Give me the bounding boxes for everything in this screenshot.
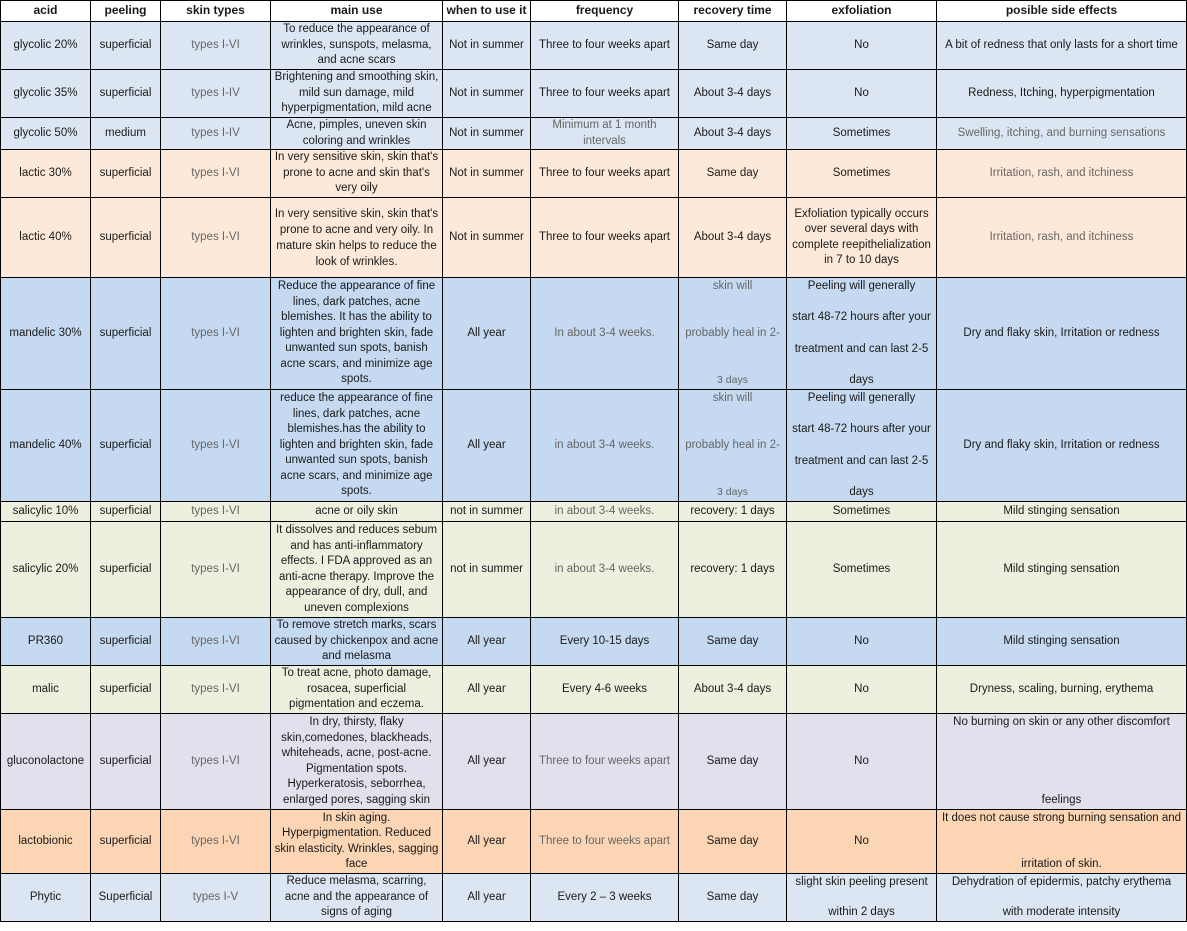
when-cell[interactable]: not in summer: [443, 502, 531, 522]
acid-cell[interactable]: salicylic 10%: [1, 502, 91, 522]
when-cell[interactable]: Not in summer: [443, 118, 531, 150]
main-use-cell[interactable]: Brightening and smoothing skin, mild sun damage, mild hyperpigmentation, mild acne: [271, 70, 443, 118]
peeling-cell[interactable]: superficial: [91, 714, 161, 810]
exfoliation-line: treatment and can last 2-5: [794, 454, 929, 467]
recovery-cell[interactable]: Same day: [679, 150, 787, 198]
acid-cell[interactable]: glycolic 20%: [1, 22, 91, 70]
table-row: [1, 618, 1187, 666]
when-cell[interactable]: not in summer: [443, 522, 531, 618]
acid-cell[interactable]: PR360: [1, 618, 91, 666]
main-use-cell[interactable]: To reduce the appearance of wrinkles, sunspots, melasma, and acne scars: [271, 22, 443, 70]
exfoliation-cell[interactable]: No: [787, 70, 937, 118]
table-row: [1, 278, 1187, 390]
table-row: [1, 70, 1187, 118]
when-cell[interactable]: Not in summer: [443, 22, 531, 70]
header-skin-types[interactable]: skin types: [161, 1, 271, 22]
main-use-cell[interactable]: In dry, thirsty, flaky skin,comedones, blackheads, whiteheads, acne, post-acne. Pigmentation spots. Hyperkeratosis, seborrhea, enlarged pores, sagging skin: [271, 714, 443, 810]
exfoliation-cell[interactable]: [787, 278, 937, 390]
recovery-line: probably heal in 2-: [685, 438, 780, 451]
recovery-cell[interactable]: Same day: [679, 810, 787, 874]
acid-cell[interactable]: gluconolactone: [1, 714, 91, 810]
table-row: [1, 198, 1187, 278]
table-row: [1, 666, 1187, 714]
frequency-cell[interactable]: Three to four weeks apart: [531, 810, 679, 874]
acid-cell[interactable]: mandelic 30%: [1, 278, 91, 390]
side-effects-line: with moderate intensity: [1002, 906, 1121, 918]
recovery-line: skin will: [712, 391, 753, 404]
peeling-cell[interactable]: superficial: [91, 810, 161, 874]
table-row: [1, 502, 1187, 522]
recovery-cell[interactable]: About 3-4 days: [679, 70, 787, 118]
exfoliation-cell[interactable]: Sometimes: [787, 150, 937, 198]
frequency-cell[interactable]: Minimum at 1 month intervals: [531, 118, 679, 150]
peeling-cell[interactable]: superficial: [91, 618, 161, 666]
frequency-cell[interactable]: Every 10-15 days: [531, 618, 679, 666]
header-side-effects[interactable]: posible side effects: [937, 1, 1187, 22]
table-row: [1, 874, 1187, 922]
exfoliation-cell[interactable]: No: [787, 22, 937, 70]
header-when-to-use[interactable]: when to use it: [443, 1, 531, 22]
skin-types-cell[interactable]: types I-IV: [161, 70, 271, 118]
recovery-cell[interactable]: [679, 278, 787, 390]
header-recovery-time[interactable]: recovery time: [679, 1, 787, 22]
recovery-cell[interactable]: Same day: [679, 618, 787, 666]
side-effects-cell[interactable]: [937, 874, 1187, 922]
header-exfoliation[interactable]: exfoliation: [787, 1, 937, 22]
when-cell[interactable]: All year: [443, 810, 531, 874]
exfoliation-line: days: [849, 486, 874, 498]
when-cell[interactable]: All year: [443, 666, 531, 714]
header-frequency[interactable]: frequency: [531, 1, 679, 22]
acid-cell[interactable]: glycolic 35%: [1, 70, 91, 118]
when-cell[interactable]: All year: [443, 278, 531, 390]
exfoliation-line: days: [849, 374, 874, 386]
main-use-cell[interactable]: In very sensitive skin, skin that's prone to acne and very oily. In mature skin helps to reduce the look of wrinkles.: [271, 198, 443, 278]
skin-types-cell[interactable]: types I-VI: [161, 618, 271, 666]
peeling-cell[interactable]: superficial: [91, 70, 161, 118]
main-use-cell[interactable]: In skin aging. Hyperpigmentation. Reduced skin elasticity. Wrinkles, sagging face: [271, 810, 443, 874]
peeling-cell[interactable]: superficial: [91, 390, 161, 502]
side-effects-cell[interactable]: Mild stinging sensation: [937, 522, 1187, 618]
frequency-cell[interactable]: Every 4-6 weeks: [531, 666, 679, 714]
skin-types-cell[interactable]: types I-VI: [161, 502, 271, 522]
side-effects-cell[interactable]: Irritation, rash, and itchiness: [937, 198, 1187, 278]
table-row: [1, 522, 1187, 618]
peeling-cell[interactable]: medium: [91, 118, 161, 150]
main-use-cell[interactable]: It dissolves and reduces sebum and has anti-inflammatory effects. I FDA approved as an anti-acne therapy. Improve the appearance of dry, dull, and uneven complexions: [271, 522, 443, 618]
header-main-use[interactable]: main use: [271, 1, 443, 22]
acid-cell[interactable]: salicylic 20%: [1, 522, 91, 618]
acid-cell[interactable]: glycolic 50%: [1, 118, 91, 150]
acid-cell[interactable]: lactic 30%: [1, 150, 91, 198]
frequency-cell[interactable]: Three to four weeks apart: [531, 198, 679, 278]
skin-types-cell[interactable]: types I-VI: [161, 278, 271, 390]
side-effects-cell[interactable]: [937, 714, 1187, 810]
header-row: [1, 1, 1187, 22]
side-effects-cell[interactable]: [937, 810, 1187, 874]
main-use-cell[interactable]: To remove stretch marks, scars caused by chickenpox and acne and melasma: [271, 618, 443, 666]
table-row: [1, 22, 1187, 70]
skin-types-cell[interactable]: types I-VI: [161, 810, 271, 874]
peeling-cell[interactable]: superficial: [91, 666, 161, 714]
side-effects-cell[interactable]: A bit of redness that only lasts for a short time: [937, 22, 1187, 70]
recovery-cell[interactable]: About 3-4 days: [679, 666, 787, 714]
frequency-cell[interactable]: Every 2 – 3 weeks: [531, 874, 679, 922]
exfoliation-cell[interactable]: No: [787, 618, 937, 666]
recovery-cell[interactable]: Same day: [679, 714, 787, 810]
skin-types-cell[interactable]: types I-VI: [161, 150, 271, 198]
peeling-cell[interactable]: Superficial: [91, 874, 161, 922]
side-effects-line: Dehydration of epidermis, patchy erythema: [951, 875, 1172, 888]
side-effects-cell[interactable]: Irritation, rash, and itchiness: [937, 150, 1187, 198]
frequency-cell[interactable]: In about 3-4 weeks.: [531, 278, 679, 390]
acid-cell[interactable]: malic: [1, 666, 91, 714]
acid-cell[interactable]: Phytic: [1, 874, 91, 922]
peeling-cell[interactable]: superficial: [91, 278, 161, 390]
exfoliation-cell[interactable]: [787, 874, 937, 922]
header-acid[interactable]: acid: [1, 1, 91, 22]
main-use-cell[interactable]: In very sensitive skin, skin that's prone to acne and skin that's very oily: [271, 150, 443, 198]
recovery-cell[interactable]: Same day: [679, 874, 787, 922]
peeling-cell[interactable]: superficial: [91, 502, 161, 522]
frequency-cell[interactable]: Three to four weeks apart: [531, 22, 679, 70]
exfoliation-cell[interactable]: Exfoliation typically occurs over several days with complete reepithelialization in 7 to 10 days: [787, 198, 937, 278]
main-use-cell[interactable]: To treat acne, photo damage, rosacea, superficial pigmentation and eczema.: [271, 666, 443, 714]
frequency-cell[interactable]: Three to four weeks apart: [531, 70, 679, 118]
exfoliation-line: start 48-72 hours after your: [792, 311, 931, 323]
when-cell[interactable]: Not in summer: [443, 150, 531, 198]
side-effects-cell[interactable]: Redness, Itching, hyperpigmentation: [937, 70, 1187, 118]
exfoliation-cell[interactable]: No: [787, 810, 937, 874]
side-effects-line: irritation of skin.: [1021, 858, 1102, 870]
side-effects-cell[interactable]: Mild stinging sensation: [937, 502, 1187, 522]
table-row: [1, 150, 1187, 198]
side-effects-cell[interactable]: Swelling, itching, and burning sensations: [937, 118, 1187, 150]
table-row: [1, 118, 1187, 150]
exfoliation-cell[interactable]: Sometimes: [787, 522, 937, 618]
acid-cell[interactable]: lactobionic: [1, 810, 91, 874]
side-effects-cell[interactable]: Dry and flaky skin, Irritation or redness: [937, 278, 1187, 390]
recovery-cell[interactable]: recovery: 1 days: [679, 522, 787, 618]
recovery-cell[interactable]: [679, 390, 787, 502]
peeling-cell[interactable]: superficial: [91, 522, 161, 618]
skin-types-cell[interactable]: types I-VI: [161, 666, 271, 714]
main-use-cell[interactable]: Acne, pimples, uneven skin coloring and wrinkles: [271, 118, 443, 150]
exfoliation-line: slight skin peeling present: [795, 875, 928, 888]
peeling-cell[interactable]: superficial: [91, 198, 161, 278]
recovery-cell[interactable]: About 3-4 days: [679, 118, 787, 150]
main-use-cell[interactable]: Reduce melasma, scarring, acne and the appearance of signs of aging: [271, 874, 443, 922]
exfoliation-cell[interactable]: No: [787, 714, 937, 810]
skin-types-cell[interactable]: types I-VI: [161, 522, 271, 618]
when-cell[interactable]: All year: [443, 390, 531, 502]
acid-cell[interactable]: lactic 40%: [1, 198, 91, 278]
side-effects-line: It does not cause strong burning sensation and: [941, 811, 1182, 824]
main-use-cell[interactable]: reduce the appearance of fine lines, dark patches, acne blemishes.has the ability to lighten and brighten skin, fade unwanted sun spots, banish acne scars, and minimize age spots.: [271, 390, 443, 502]
side-effects-cell[interactable]: Dry and flaky skin, Irritation or redness: [937, 390, 1187, 502]
frequency-cell[interactable]: in about 3-4 weeks.: [531, 390, 679, 502]
exfoliation-line: Peeling will generally: [807, 279, 916, 292]
exfoliation-cell[interactable]: [787, 390, 937, 502]
main-use-cell[interactable]: Reduce the appearance of fine lines, dark patches, acne blemishes. It has the ability to lighten and brighten skin, fade unwanted sun spots, banish acne scars, and minimize age spots.: [271, 278, 443, 390]
side-effects-line: No burning on skin or any other discomfort: [953, 715, 1170, 728]
exfoliation-line: treatment and can last 2-5: [794, 342, 929, 355]
table-row: [1, 810, 1187, 874]
main-use-cell[interactable]: acne or oily skin: [271, 502, 443, 522]
table-row: [1, 390, 1187, 502]
side-effects-cell[interactable]: Dryness, scaling, burning, erythema: [937, 666, 1187, 714]
when-cell[interactable]: Not in summer: [443, 70, 531, 118]
recovery-line: skin will: [712, 279, 753, 292]
skin-types-cell[interactable]: types I-IV: [161, 118, 271, 150]
recovery-line: probably heal in 2-: [685, 326, 780, 339]
header-peeling[interactable]: peeling: [91, 1, 161, 22]
exfoliation-line: within 2 days: [828, 906, 895, 918]
peeling-cell[interactable]: superficial: [91, 150, 161, 198]
acid-cell[interactable]: mandelic 40%: [1, 390, 91, 502]
when-cell[interactable]: Not in summer: [443, 198, 531, 278]
skin-types-cell[interactable]: types I-VI: [161, 390, 271, 502]
table-row: [1, 714, 1187, 810]
when-cell[interactable]: All year: [443, 618, 531, 666]
frequency-cell[interactable]: Three to four weeks apart: [531, 150, 679, 198]
exfoliation-cell[interactable]: No: [787, 666, 937, 714]
exfoliation-cell[interactable]: Sometimes: [787, 118, 937, 150]
exfoliation-line: Peeling will generally: [807, 391, 916, 404]
skin-types-cell[interactable]: types I-VI: [161, 198, 271, 278]
skin-types-cell[interactable]: types I-V: [161, 874, 271, 922]
exfoliation-cell[interactable]: Sometimes: [787, 502, 937, 522]
recovery-cell[interactable]: recovery: 1 days: [679, 502, 787, 522]
recovery-cell[interactable]: Same day: [679, 22, 787, 70]
recovery-cell[interactable]: About 3-4 days: [679, 198, 787, 278]
skin-types-cell[interactable]: types I-VI: [161, 714, 271, 810]
frequency-cell[interactable]: Three to four weeks apart: [531, 714, 679, 810]
when-cell[interactable]: All year: [443, 874, 531, 922]
skin-types-cell[interactable]: types I-VI: [161, 22, 271, 70]
recovery-line: 3 days: [717, 374, 748, 386]
side-effects-line: feelings: [1041, 794, 1082, 806]
when-cell[interactable]: All year: [443, 714, 531, 810]
exfoliation-line: start 48-72 hours after your: [792, 423, 931, 435]
frequency-cell[interactable]: in about 3-4 weeks.: [531, 522, 679, 618]
peeling-cell[interactable]: superficial: [91, 22, 161, 70]
side-effects-cell[interactable]: Mild stinging sensation: [937, 618, 1187, 666]
frequency-cell[interactable]: in about 3-4 weeks.: [531, 502, 679, 522]
recovery-line: 3 days: [717, 486, 748, 498]
